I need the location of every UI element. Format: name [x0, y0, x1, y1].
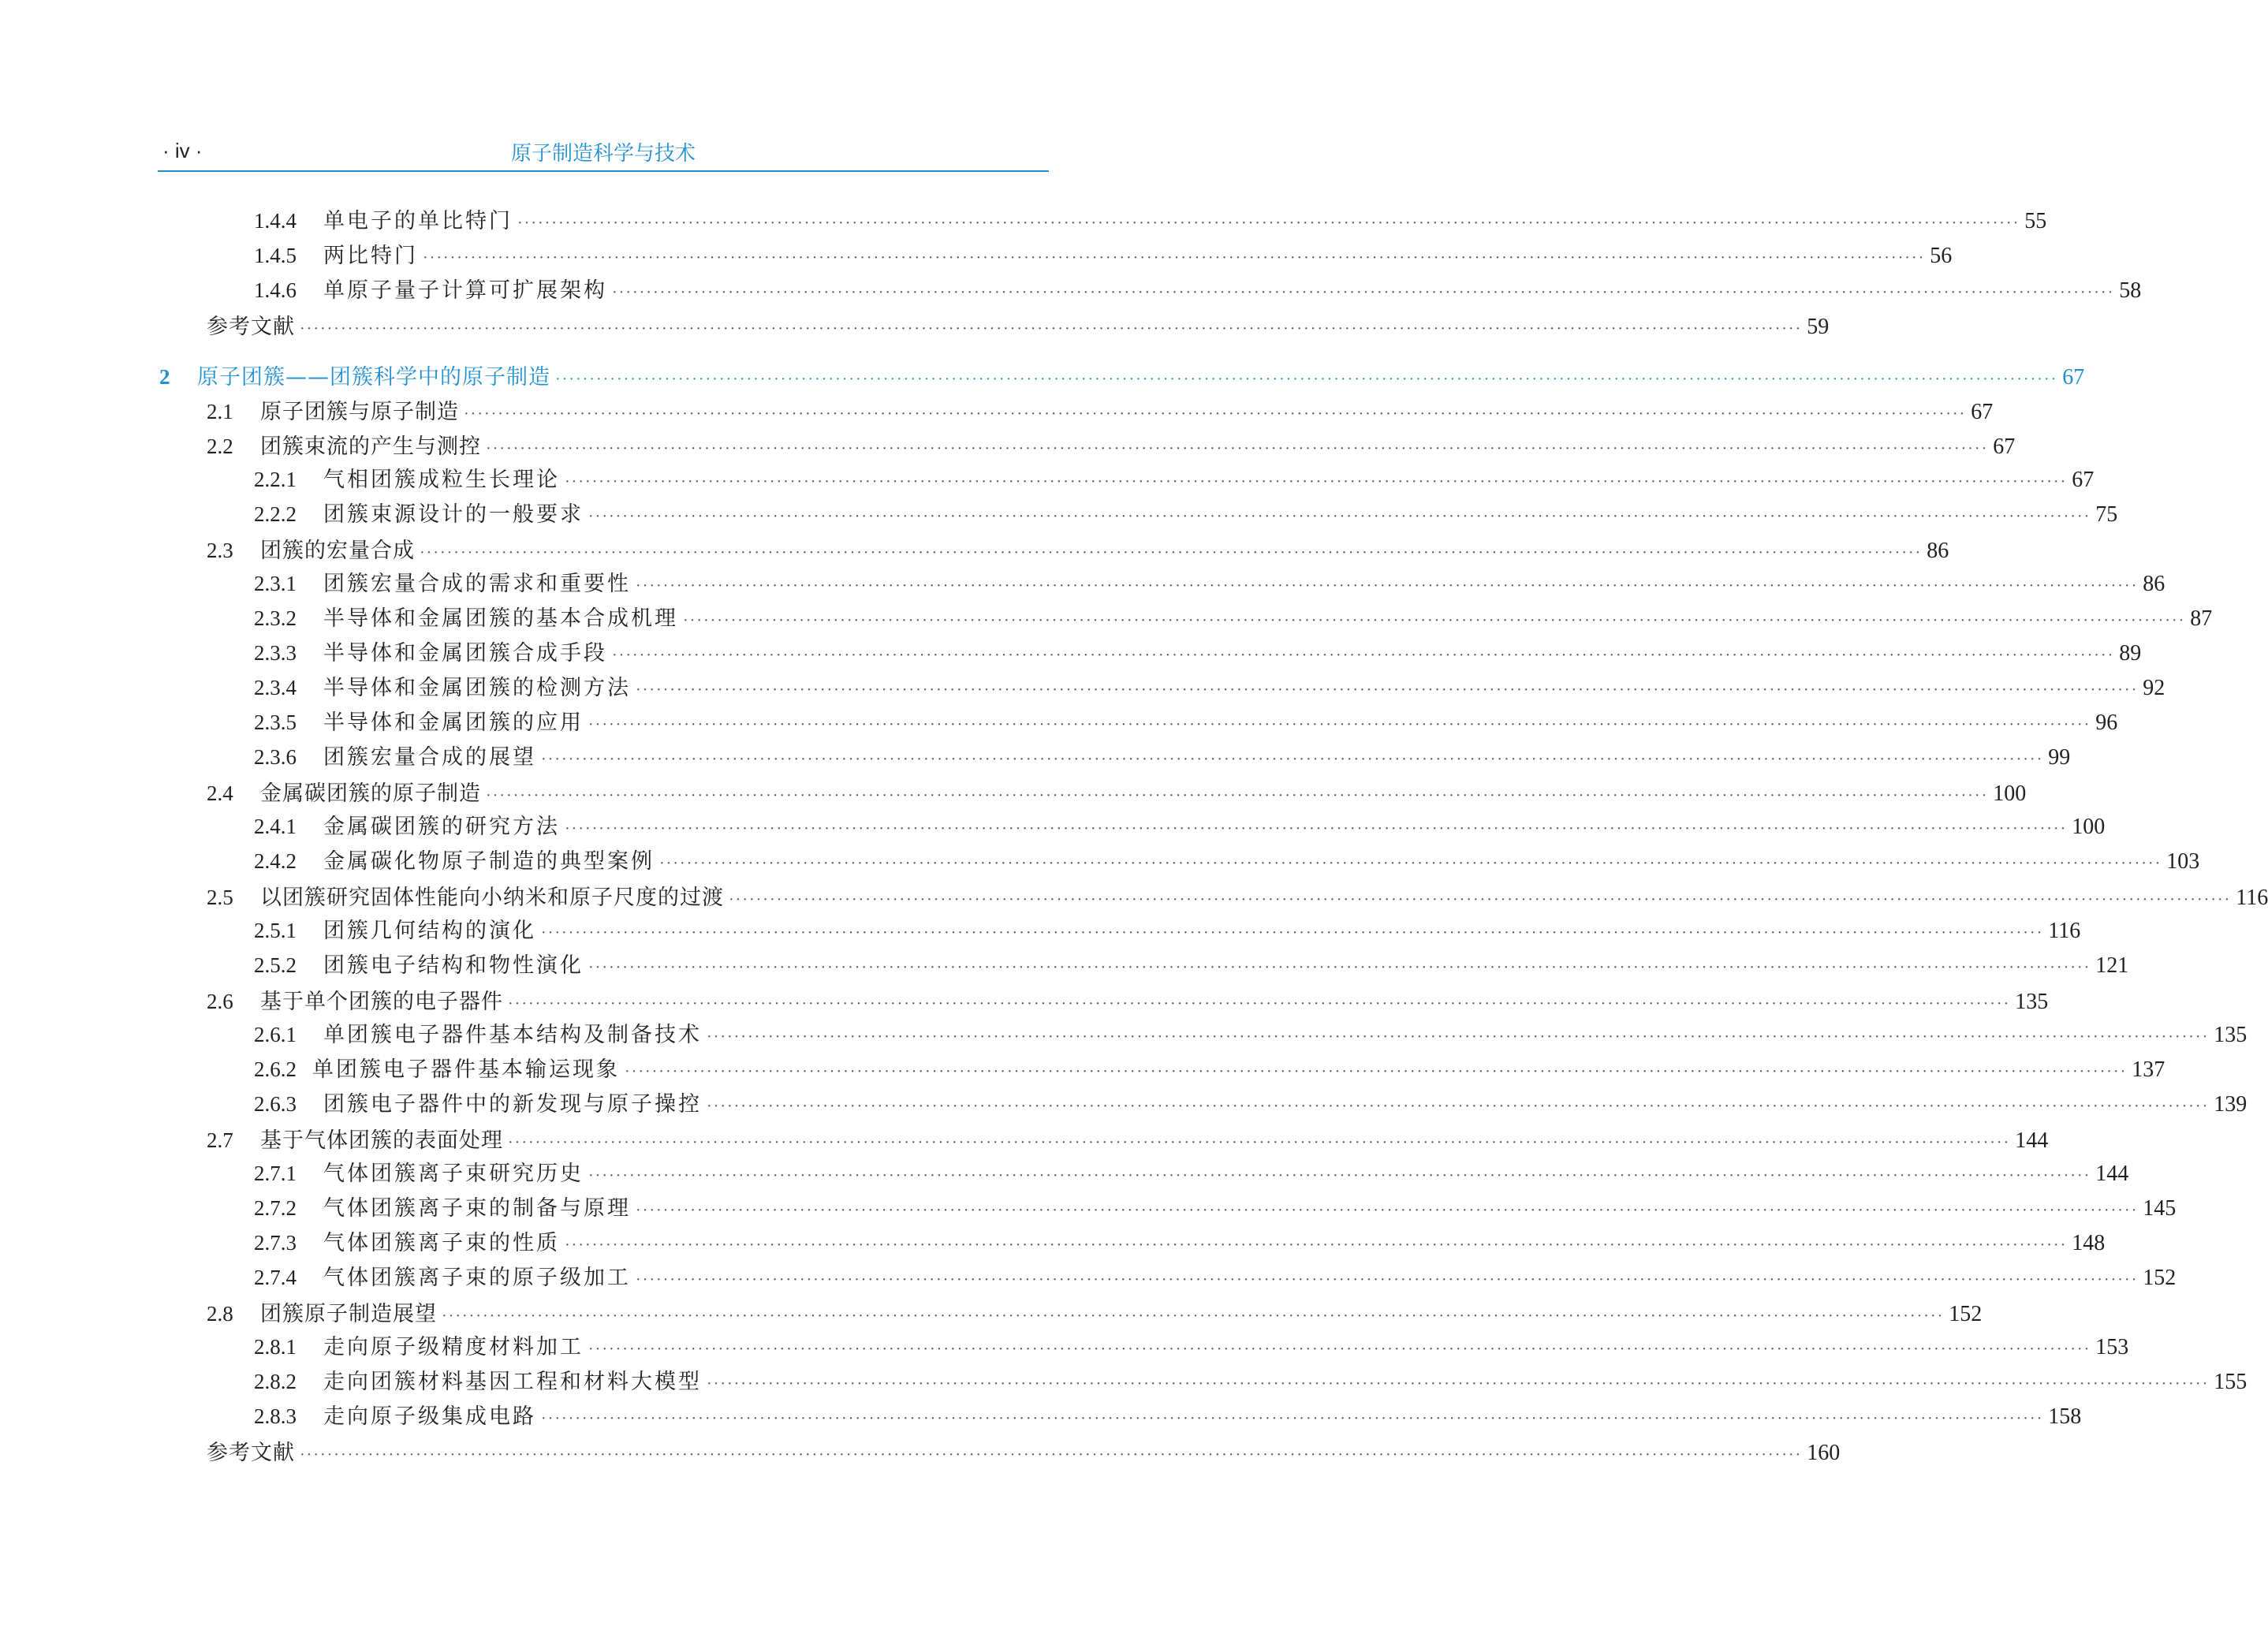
toc-entry[interactable] — [254, 238, 1953, 270]
toc-entry[interactable] — [254, 740, 2071, 771]
toc-title: 半导体和金属团簇的检测方法 — [323, 676, 631, 700]
toc-title: 团簇的宏量合成 — [260, 539, 415, 563]
dot-leader: ···························································································································································································································· — [588, 508, 2091, 525]
toc-page: 86 — [2143, 572, 2165, 596]
toc-number: 2.3.4 — [254, 676, 297, 699]
toc-page: 67 — [2072, 468, 2095, 492]
dot-leader: ···························································································································································································································· — [636, 1202, 2139, 1219]
toc-entry[interactable] — [254, 566, 2165, 598]
toc-number: 2.6.3 — [254, 1092, 297, 1116]
dot-leader: ···························································································································································································································· — [423, 249, 1926, 267]
dot-leader: ···························································································································································································································· — [625, 1063, 2128, 1080]
toc-page: 58 — [2119, 278, 2142, 303]
toc-entry[interactable] — [254, 1156, 2129, 1188]
dot-leader: ···························································································································································································································· — [729, 891, 2232, 908]
toc-page: 56 — [1930, 244, 1953, 268]
toc-page: 158 — [2048, 1404, 2082, 1429]
dot-leader: ···························································································································································································································· — [541, 924, 2044, 942]
dot-leader: ···························································································································································································································· — [683, 612, 2186, 629]
toc-title: 金属碳化物原子制造的典型案例 — [323, 849, 655, 874]
dot-leader: ···························································································································································································································· — [508, 995, 2011, 1012]
toc-title: 团簇原子制造展望 — [260, 1302, 437, 1326]
toc-entry[interactable] — [254, 273, 2142, 304]
toc-title: 金属碳团簇的研究方法 — [323, 815, 560, 839]
toc-page: 153 — [2095, 1335, 2129, 1359]
dot-leader: ···························································································································································································································· — [707, 1375, 2210, 1393]
toc-title: 团簇宏量合成的需求和重要性 — [323, 572, 631, 596]
toc-entry-section[interactable] — [207, 394, 1994, 426]
page-number: · iv · — [162, 139, 203, 162]
dot-leader: ···························································································································································································································· — [707, 1098, 2210, 1115]
toc-number: 2.4.2 — [254, 849, 297, 873]
toc-page: 99 — [2048, 745, 2071, 770]
toc-title: 单团簇电子器件基本输运现象 — [312, 1057, 620, 1082]
toc-title: 半导体和金属团簇的基本合成机理 — [323, 606, 678, 631]
toc-number: 2.7.1 — [254, 1162, 297, 1185]
toc-number: 2.8.2 — [254, 1370, 297, 1393]
toc-page: 67 — [1993, 434, 2016, 459]
toc-number: 2.5 — [207, 886, 233, 909]
dot-leader: ···························································································································································································································· — [300, 1446, 1803, 1464]
toc-number: 2.5.1 — [254, 919, 297, 942]
toc-page: 86 — [1927, 539, 1949, 563]
book-title: 原子制造科学与技术 — [510, 142, 696, 166]
dot-leader: ···························································································································································································································· — [486, 787, 1989, 804]
toc-page: 145 — [2143, 1196, 2177, 1221]
toc-entry-references[interactable] — [207, 1435, 1841, 1467]
toc-page: 148 — [2072, 1231, 2106, 1255]
dot-leader: ···························································································································································································································· — [612, 284, 2115, 301]
toc-entry-references[interactable] — [207, 309, 1830, 341]
toc-page: 96 — [2095, 710, 2118, 735]
toc-entry[interactable] — [254, 462, 2095, 494]
dot-leader: ···························································································································································································································· — [464, 405, 1967, 423]
toc-title: 两比特门 — [323, 244, 418, 268]
toc-page: 139 — [2214, 1092, 2247, 1117]
toc-title: 单原子量子计算可扩展架构 — [323, 278, 607, 303]
dot-leader: ···························································································································································································································· — [517, 214, 2020, 232]
toc-page: 155 — [2214, 1370, 2247, 1394]
toc-number: 2 — [159, 365, 170, 389]
toc-number: 2.2.2 — [254, 502, 297, 526]
toc-entry-section[interactable] — [207, 533, 1949, 565]
toc-page: 75 — [2095, 502, 2118, 527]
toc-title: 团簇电子结构和物性演化 — [323, 953, 584, 978]
toc-page: 135 — [2214, 1023, 2247, 1047]
toc-entry[interactable] — [254, 1052, 2165, 1083]
toc-title: 基于单个团簇的电子器件 — [260, 990, 503, 1014]
toc-entry[interactable] — [254, 1225, 2106, 1257]
toc-number: 2.8.3 — [254, 1404, 297, 1428]
toc-number: 2.5.2 — [254, 953, 297, 977]
toc-entry[interactable] — [254, 1260, 2177, 1292]
dot-leader: ···························································································································································································································· — [707, 1028, 2210, 1046]
toc-title: 金属碳团簇的原子制造 — [260, 781, 481, 806]
toc-entry[interactable] — [254, 1399, 2082, 1430]
toc-page: 100 — [2072, 815, 2106, 839]
dot-leader: ···························································································································································································································· — [588, 959, 2091, 976]
toc-number: 1.4.6 — [254, 278, 297, 302]
toc-title: 团簇宏量合成的展望 — [323, 745, 536, 770]
dot-leader: ···························································································································································································································· — [541, 1410, 2044, 1427]
dot-leader: ···························································································································································································································· — [636, 681, 2139, 699]
toc-entry[interactable] — [254, 913, 2081, 945]
toc-title: 半导体和金属团簇的应用 — [323, 710, 584, 735]
toc-title: 气体团簇离子束的制备与原理 — [323, 1196, 631, 1221]
toc-page: 137 — [2132, 1057, 2165, 1082]
toc-number: 2.3.6 — [254, 745, 297, 769]
toc-entry[interactable] — [254, 636, 2142, 667]
toc-entry[interactable] — [254, 1329, 2129, 1361]
toc-number: 2.7.3 — [254, 1231, 297, 1255]
toc-number: 2.2.1 — [254, 468, 297, 491]
toc-entry[interactable] — [254, 497, 2118, 528]
toc-title: 半导体和金属团簇合成手段 — [323, 641, 607, 666]
toc-page: 116 — [2048, 919, 2081, 943]
toc-entry[interactable] — [254, 809, 2106, 841]
toc-page: 67 — [1971, 400, 1994, 424]
dot-leader: ···························································································································································································································· — [442, 1307, 1945, 1325]
toc-entry[interactable] — [254, 1017, 2247, 1049]
dot-leader: ···························································································································································································································· — [555, 371, 2058, 388]
toc-number: 2.8.1 — [254, 1335, 297, 1359]
dot-leader: ···························································································································································································································· — [541, 751, 2044, 768]
toc-title: 团簇束源设计的一般要求 — [323, 502, 584, 527]
toc-page: 135 — [2015, 990, 2049, 1014]
toc-title: 基于气体团簇的表面处理 — [260, 1128, 503, 1153]
toc-page: 92 — [2143, 676, 2165, 700]
dot-leader: ···························································································································································································································· — [486, 440, 1989, 457]
toc-number: 2.4 — [207, 781, 233, 805]
toc-entry-chapter[interactable] — [159, 360, 2085, 391]
toc-number: 2.2 — [207, 434, 233, 458]
toc-entry[interactable] — [254, 844, 2200, 875]
toc-page: 100 — [1993, 781, 2027, 806]
dot-leader: ···························································································································································································································· — [636, 1271, 2139, 1288]
dot-leader: ···························································································································································································································· — [420, 544, 1923, 561]
dot-leader: ···························································································································································································································· — [636, 577, 2139, 595]
dot-leader: ···························································································································································································································· — [508, 1134, 2011, 1151]
toc-number: 2.8 — [207, 1302, 233, 1326]
toc-page: 116 — [2236, 886, 2268, 910]
dot-leader: ···························································································································································································································· — [612, 647, 2115, 664]
toc-page: 121 — [2095, 953, 2129, 978]
dot-leader: ···························································································································································································································· — [659, 855, 2162, 872]
dot-leader: ···························································································································································································································· — [588, 1341, 2091, 1358]
toc-title: 团簇电子器件中的新发现与原子操控 — [323, 1092, 702, 1117]
toc-page: 144 — [2095, 1162, 2129, 1186]
toc-entry[interactable] — [254, 203, 2047, 235]
toc-title: 气体团簇离子束的性质 — [323, 1231, 560, 1255]
toc-title: 团簇束流的产生与测控 — [260, 434, 481, 459]
toc-entry[interactable] — [254, 670, 2165, 702]
toc-number: 2.3.2 — [254, 606, 297, 630]
toc-title: 单团簇电子器件基本结构及制备技术 — [323, 1023, 702, 1047]
toc-title: 气相团簇成粒生长理论 — [323, 468, 560, 492]
toc-number: 1.4.5 — [254, 244, 297, 267]
toc-page: 144 — [2015, 1128, 2049, 1153]
dot-leader: ···························································································································································································································· — [565, 1236, 2068, 1254]
toc-page: 67 — [2062, 365, 2085, 390]
toc-title: 参考文献 — [207, 315, 295, 339]
dot-leader: ···························································································································································································································· — [565, 473, 2068, 490]
toc-number: 2.7.2 — [254, 1196, 297, 1220]
toc-title: 走向原子级精度材料加工 — [323, 1335, 584, 1359]
toc-number: 1.4.4 — [254, 209, 297, 233]
toc-number: 2.1 — [207, 400, 233, 423]
toc-page: 89 — [2119, 641, 2142, 666]
dot-leader: ···························································································································································································································· — [300, 320, 1803, 337]
toc-title: 气体团簇离子束研究历史 — [323, 1162, 584, 1186]
toc-entry[interactable] — [254, 705, 2118, 737]
toc-page: 160 — [1807, 1441, 1841, 1465]
toc-title: 团簇几何结构的演化 — [323, 919, 536, 943]
toc-title: 原子团簇与原子制造 — [260, 400, 459, 424]
toc-title: 走向团簇材料基因工程和材料大模型 — [323, 1370, 702, 1394]
toc-page: 152 — [2143, 1266, 2177, 1290]
toc-page: 87 — [2190, 606, 2213, 631]
toc-title: 原子团簇——团簇科学中的原子制造 — [197, 365, 550, 390]
toc-entry[interactable] — [254, 1364, 2247, 1396]
toc-page: 59 — [1807, 315, 1830, 339]
dot-leader: ···························································································································································································································· — [588, 716, 2091, 733]
toc-number: 2.4.1 — [254, 815, 297, 838]
toc-entry-section[interactable] — [207, 776, 2027, 807]
toc-page: 152 — [1949, 1302, 1983, 1326]
toc-title: 参考文献 — [207, 1441, 295, 1465]
toc-number: 2.3.3 — [254, 641, 297, 665]
toc-entry-section[interactable] — [207, 1123, 2049, 1154]
toc-number: 2.3.1 — [254, 572, 297, 595]
toc-page: 103 — [2166, 849, 2200, 874]
toc-number: 2.3.5 — [254, 710, 297, 734]
toc-entry-section[interactable] — [207, 984, 2049, 1016]
toc-number: 2.7 — [207, 1128, 233, 1152]
toc-title: 走向原子级集成电路 — [323, 1404, 536, 1429]
toc-title: 以团簇研究固体性能向小纳米和原子尺度的过渡 — [260, 886, 724, 910]
toc-entry-section[interactable] — [207, 429, 2016, 461]
toc-number: 2.3 — [207, 539, 233, 562]
dot-leader: ···························································································································································································································· — [565, 820, 2068, 837]
toc-title: 单电子的单比特门 — [323, 209, 513, 233]
toc-page: 55 — [2024, 209, 2047, 233]
toc-entry-section[interactable] — [207, 880, 2268, 912]
toc-entry[interactable] — [254, 601, 2213, 632]
toc-title: 气体团簇离子束的原子级加工 — [323, 1266, 631, 1290]
toc-number: 2.6 — [207, 990, 233, 1013]
toc-entry-section[interactable] — [207, 1296, 1983, 1328]
toc-entry[interactable] — [254, 948, 2129, 979]
toc-entry[interactable] — [254, 1087, 2247, 1118]
dot-leader: ···························································································································································································································· — [588, 1167, 2091, 1184]
toc-number: 2.6.2 — [254, 1057, 297, 1081]
toc-number: 2.6.1 — [254, 1023, 297, 1046]
toc-number: 2.7.4 — [254, 1266, 297, 1289]
toc-entry[interactable] — [254, 1191, 2177, 1222]
